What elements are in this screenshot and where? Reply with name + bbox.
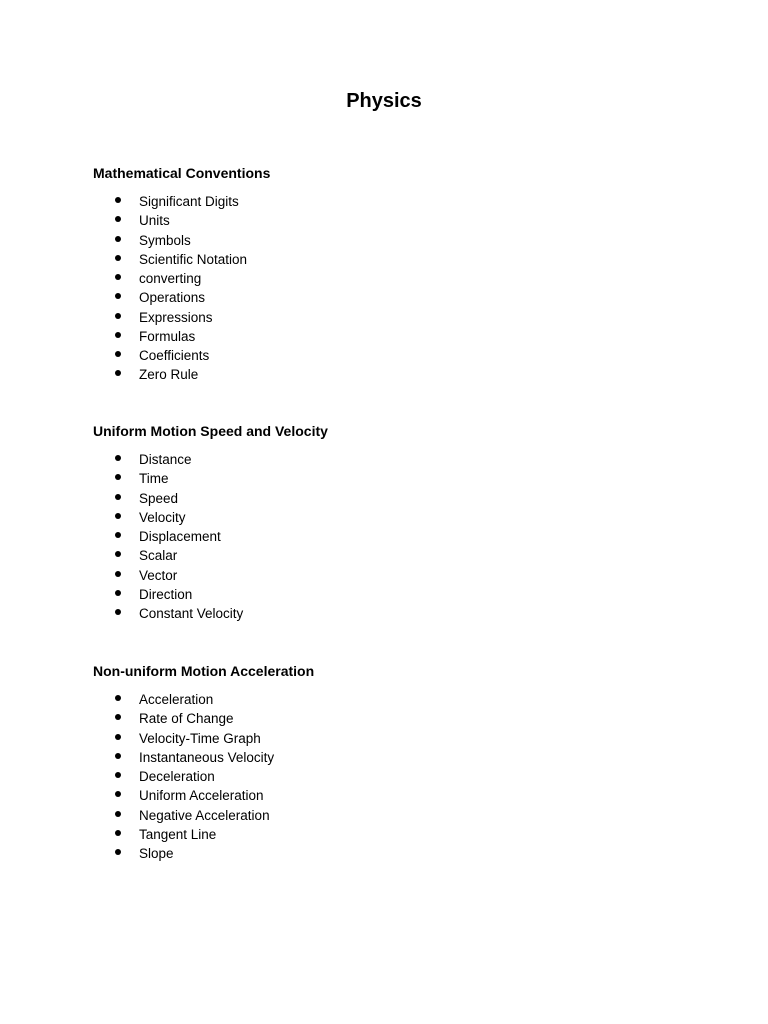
bullet-icon: [115, 236, 121, 242]
bullet-icon: [115, 370, 121, 376]
bullet-icon: [115, 293, 121, 299]
list-item-text: Scientific Notation: [139, 251, 248, 267]
list-item: [93, 566, 693, 585]
list-item-text: Zero Rule: [139, 367, 199, 383]
list-item: [93, 844, 693, 863]
bullet-icon: [115, 551, 121, 557]
section-non-uniform-motion: [93, 662, 693, 863]
bullet-icon: [115, 772, 121, 778]
bullet-icon: [115, 255, 121, 261]
bullet-icon: [115, 351, 121, 357]
list-item-text: Displacement: [139, 529, 221, 544]
list-item-text: Tangent Line: [139, 826, 217, 842]
list-item: [93, 250, 693, 269]
list-item: [93, 767, 693, 786]
list-item-text: Instantaneous Velocity: [139, 749, 275, 765]
bullet-icon: [115, 332, 121, 338]
list-item-text: Time: [139, 471, 169, 487]
bullet-icon: [115, 695, 121, 701]
list-item: [93, 709, 693, 728]
list-item-text: Deceleration: [139, 769, 215, 784]
list-item: [93, 690, 693, 709]
bullet-icon: [115, 714, 121, 720]
bullet-list: [93, 450, 693, 623]
list-item-text: Significant Digits: [139, 194, 239, 209]
list-item: [93, 604, 693, 623]
list-item: [93, 729, 693, 748]
bullet-icon: [115, 313, 121, 319]
section-heading: Non-uniform Motion Acceleration: [93, 663, 315, 679]
list-item-text: Operations: [139, 290, 206, 306]
list-item-text: Slope: [139, 846, 174, 861]
list-item: [93, 489, 693, 508]
bullet-icon: [115, 590, 121, 596]
page-title: Physics: [346, 90, 422, 112]
list-item-text: Vector: [139, 567, 178, 583]
list-item: [93, 231, 693, 250]
bullet-icon: [115, 571, 121, 577]
bullet-icon: [115, 734, 121, 740]
bullet-icon: [115, 197, 121, 203]
list-item-text: Coefficients: [139, 348, 210, 363]
bullet-icon: [115, 791, 121, 797]
section-heading: Uniform Motion Speed and Velocity: [93, 423, 328, 439]
bullet-list: [93, 690, 693, 863]
list-item-text: Constant Velocity: [139, 606, 244, 621]
list-item: [93, 288, 693, 307]
bullet-icon: [115, 849, 121, 855]
list-item: [93, 527, 693, 546]
bullet-icon: [115, 474, 121, 480]
bullet-icon: [115, 609, 121, 615]
list-item: [93, 365, 693, 384]
list-item-text: Symbols: [139, 232, 191, 248]
list-item-text: Acceleration: [139, 692, 214, 707]
bullet-icon: [115, 532, 121, 538]
list-item-text: Velocity: [139, 509, 186, 525]
list-item-text: Negative Acceleration: [139, 807, 270, 823]
list-item: [93, 508, 693, 527]
list-item: [93, 327, 693, 346]
list-item: [93, 806, 693, 825]
bullet-list: [93, 192, 693, 385]
section-uniform-motion: [93, 422, 693, 623]
bullet-icon: [115, 830, 121, 836]
list-item: [93, 469, 693, 488]
list-item: [93, 585, 693, 604]
bullet-icon: [115, 455, 121, 461]
list-item-text: Units: [139, 213, 170, 229]
bullet-icon: [115, 216, 121, 222]
list-item: [93, 825, 693, 844]
list-item: [93, 211, 693, 230]
list-item: [93, 308, 693, 327]
list-item-text: Scalar: [139, 548, 178, 564]
list-item-text: Speed: [139, 490, 179, 506]
list-item-text: Velocity-Time Graph: [139, 730, 261, 746]
list-item: [93, 748, 693, 767]
list-item-text: Direction: [139, 586, 193, 602]
list-item: [93, 450, 693, 469]
section-heading: Mathematical Conventions: [93, 165, 271, 181]
list-item: [93, 269, 693, 288]
list-item: [93, 192, 693, 211]
list-item: [93, 546, 693, 565]
list-item-text: Rate of Change: [139, 711, 234, 727]
list-item-text: Uniform Acceleration: [139, 788, 264, 804]
bullet-icon: [115, 274, 121, 280]
bullet-icon: [115, 753, 121, 759]
bullet-icon: [115, 494, 121, 500]
list-item-text: Formulas: [139, 328, 196, 344]
section-mathematical-conventions: [93, 164, 693, 385]
list-item: [93, 786, 693, 805]
list-item-text: converting: [139, 271, 202, 286]
bullet-icon: [115, 513, 121, 519]
list-item-text: Expressions: [139, 309, 213, 325]
list-item: [93, 346, 693, 365]
bullet-icon: [115, 811, 121, 817]
list-item-text: Distance: [139, 452, 192, 467]
